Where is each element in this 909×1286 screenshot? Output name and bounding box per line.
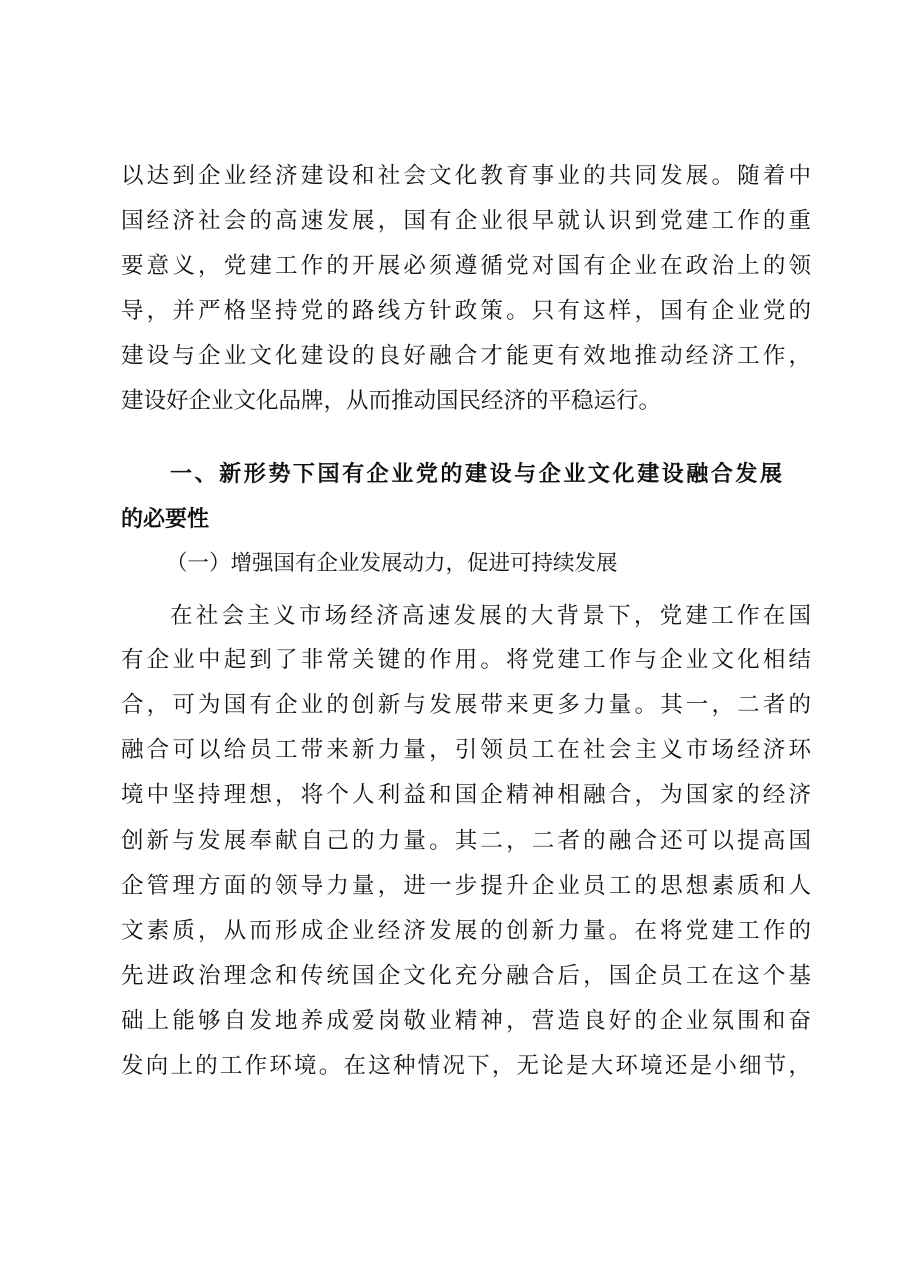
paragraph-line: 要意义，党建工作的开展必须遵循党对国有企业在政治上的领 [121, 253, 811, 279]
subsection-heading: （一）增强国有企业发展动力，促进可持续发展 [166, 551, 618, 576]
paragraph-line: 建设好企业文化品牌，从而推动国民经济的平稳运行。 [121, 388, 662, 414]
paragraph-line: 在社会主义市场经济高速发展的大背景下，党建工作在国 [170, 603, 811, 629]
paragraph-line: 融合可以给员工带来新力量，引领员工在社会主义市场经济环 [121, 737, 811, 763]
paragraph-line: 文素质，从而形成企业经济发展的创新力量。在将党建工作的 [121, 918, 811, 944]
paragraph-line: 企管理方面的领导力量，进一步提升企业员工的思想素质和人 [121, 873, 811, 899]
paragraph-line: 础上能够自发地养成爱岗敬业精神，营造良好的企业氛围和奋 [121, 1008, 811, 1034]
paragraph-line: 导，并严格坚持党的路线方针政策。只有这样，国有企业党的 [121, 298, 811, 324]
section-heading: 一、新形势下国有企业党的建设与企业文化建设融合发展 [170, 462, 782, 487]
paragraph-line: 建设与企业文化建设的良好融合才能更有效地推动经济工作， [121, 343, 811, 369]
paragraph-line: 国经济社会的高速发展，国有企业很早就认识到党建工作的重 [121, 208, 811, 234]
paragraph-line: 合，可为国有企业的创新与发展带来更多力量。其一，二者的 [121, 692, 811, 718]
section-heading-continuation: 的必要性 [121, 507, 210, 532]
paragraph-line: 以达到企业经济建设和社会文化教育事业的共同发展。随着中 [121, 163, 811, 189]
paragraph-line: 先进政治理念和传统国企文化充分融合后，国企员工在这个基 [121, 963, 811, 989]
paragraph-line: 境中坚持理想，将个人利益和国企精神相融合，为国家的经济 [121, 782, 811, 808]
paragraph-line: 发向上的工作环境。在这种情况下，无论是大环境还是小细节， [121, 1053, 811, 1079]
paragraph-line: 有企业中起到了非常关键的作用。将党建工作与企业文化相结 [121, 647, 811, 673]
paragraph-line: 创新与发展奉献自己的力量。其二，二者的融合还可以提高国 [121, 828, 811, 854]
